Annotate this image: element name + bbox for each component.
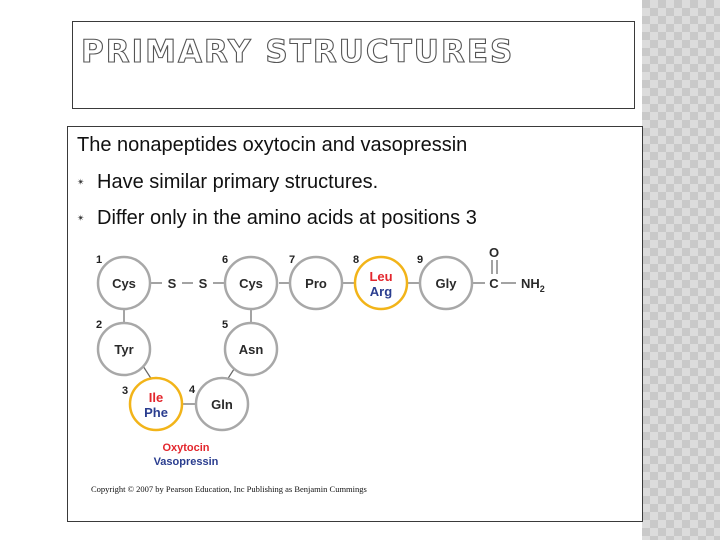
content-box xyxy=(67,126,643,522)
oxytocin-residue-label: Leu xyxy=(369,269,393,284)
residue-label: Pro xyxy=(305,276,327,291)
vasopressin-residue-label: Phe xyxy=(144,405,168,420)
slide-title: PRIMARY STRUCTURES xyxy=(81,34,515,70)
position-number: 8 xyxy=(352,254,360,266)
vasopressin-residue-label: Arg xyxy=(369,284,393,299)
legend-vasopressin: Vasopressin xyxy=(153,456,219,468)
position-number: 7 xyxy=(288,254,296,266)
residue-label: Asn xyxy=(238,342,264,357)
position-number: 1 xyxy=(95,254,103,266)
oxygen-atom: O xyxy=(488,245,500,260)
position-number: 3 xyxy=(121,385,129,397)
position-number: 9 xyxy=(416,254,424,266)
position-number: 5 xyxy=(221,319,229,331)
copyright-notice: Copyright © 2007 by Pearson Education, Inc Publishing as Benjamin Cummings xyxy=(91,484,367,494)
residue-label: Cys xyxy=(239,276,263,291)
bullet-icon: ✴ xyxy=(77,177,85,188)
bullet-icon: ✴ xyxy=(77,213,85,224)
amide-group: $NH_2$ xyxy=(521,276,545,294)
intro-text: The nonapeptides oxytocin and vasopressin xyxy=(77,134,468,156)
oxytocin-residue-label: Ile xyxy=(148,390,164,405)
position-number: 6 xyxy=(221,254,229,266)
position-number: 2 xyxy=(95,319,103,331)
residue-label: Cys xyxy=(112,276,136,291)
residue-label: Tyr xyxy=(114,342,134,357)
carbon-atom: C xyxy=(489,276,499,291)
legend-oxytocin: Oxytocin xyxy=(162,442,210,454)
title-box xyxy=(72,21,635,109)
sulfur-atom: S xyxy=(167,276,177,291)
sulfur-atom: S xyxy=(198,276,208,291)
bullet-item: ✴ Have similar primary structures. xyxy=(77,171,379,193)
position-number: 4 xyxy=(188,384,196,396)
peptide-structure-diagram xyxy=(68,127,642,521)
residue-label: Gly xyxy=(435,276,457,291)
bullet-item: ✴ Differ only in the amino acids at positions 3 xyxy=(77,207,477,229)
side-decorative-pattern xyxy=(642,0,720,540)
residue-label: Gln xyxy=(211,397,233,412)
